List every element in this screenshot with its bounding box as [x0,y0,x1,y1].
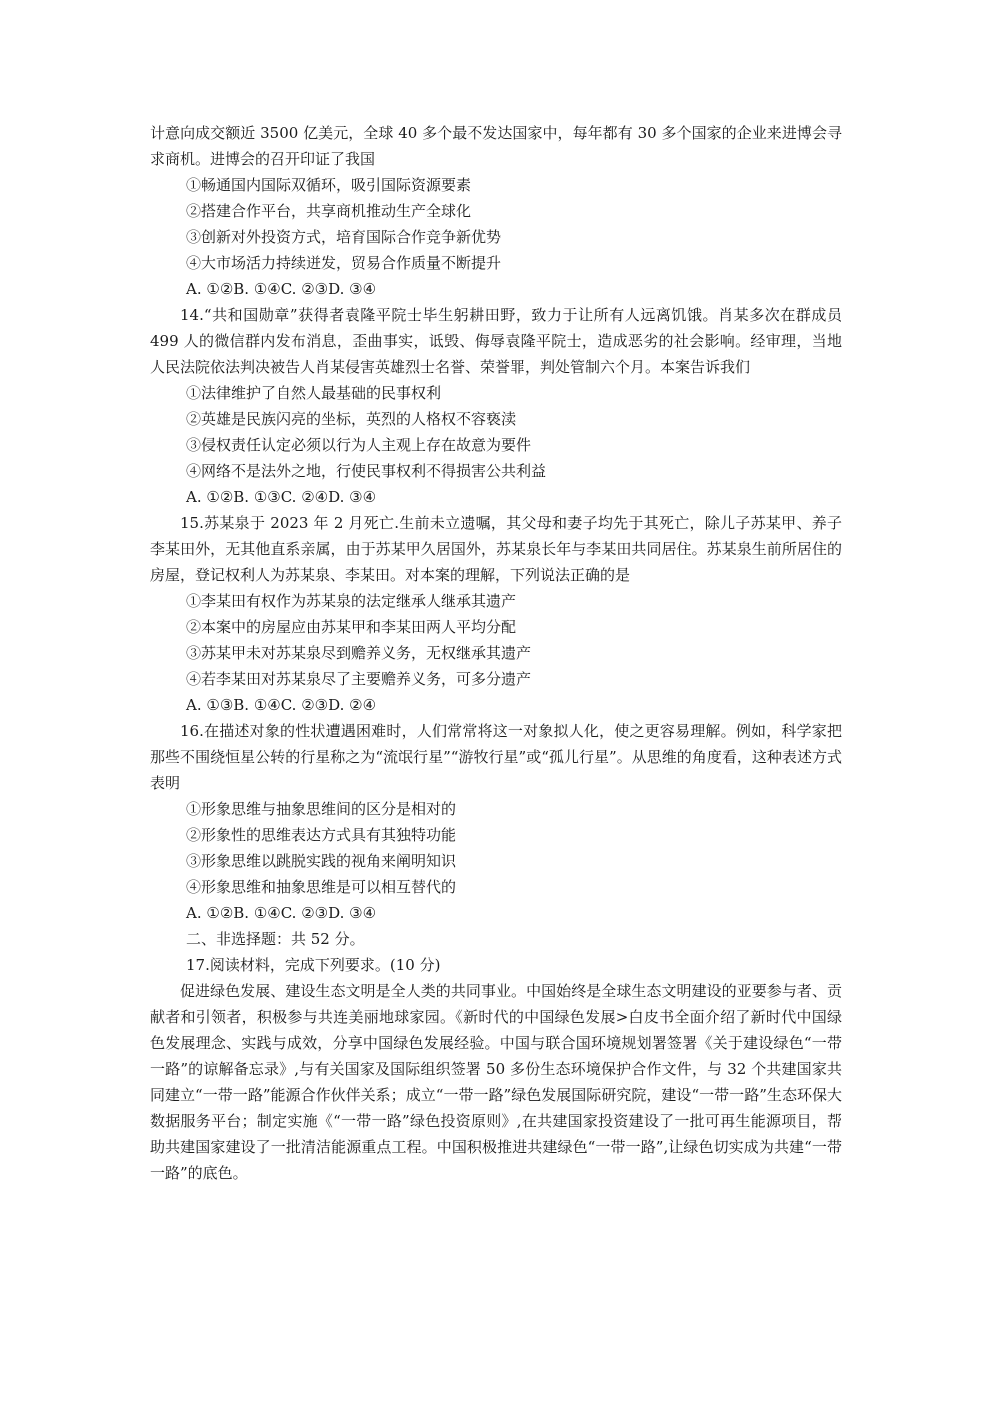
q15-option-4: ④若李某田对苏某泉尽了主要赡养义务，可多分遗产 [186,670,532,688]
q16-option-1: ①形象思维与抽象思维间的区分是相对的 [186,800,457,818]
q14-text: 14.“共和国勋章”获得者袁隆平院士毕生躬耕田野，致力于让所有人远离饥饿。肖某多次在群成员 499 人的微信群内发布消息，歪曲事实，诋毁、侮辱袁隆平院士，造成恶劣的社会影响。经审理，当地人民法院依法判决被告人肖某侵害英雄烈士名誉、荣誉罪，判处管制六个月。本案告诉我们 [150,306,842,376]
q13-text: 计意向成交额近 3500 亿美元，全球 40 多个最不发达国家中，每年都有 30 多个国家的企业来进博会寻求商机。进博会的召开印证了我国 [150,124,842,168]
q14-option-1: ①法律维护了自然人最基础的民事权利 [186,384,442,402]
q13-option-1: ①畅通国内国际双循环，吸引国际资源要素 [186,176,472,194]
document-page [150,120,842,1186]
q15-option-2: ②本案中的房屋应由苏某甲和李某田两人平均分配 [186,618,517,636]
q17-title: 17.阅读材料，完成下列要求。(10 分) [186,956,441,974]
q16-option-2: ②形象性的思维表达方式具有其独特功能 [186,826,457,844]
q14-option-4: ④网络不是法外之地，行使民事权利不得损害公共利益 [186,462,547,480]
q14-option-3: ③侵权责任认定必须以行为人主观上存在故意为要件 [186,436,532,454]
q14-option-2: ②英雄是民族闪亮的坐标，英烈的人格权不容亵渎 [186,410,517,428]
q14-answers: A. ①②B. ①③C. ②④D. ③④ [186,488,377,506]
q17-material: 促进绿色发展、建设生态文明是全人类的共同事业。中国始终是全球生态文明建设的亚要参与者、贡献者和引领者，积极参与共连美丽地球家园。《新时代的中国绿色发展>白皮书全面介绍了新时代中国绿色发展理念、实践与成效，分享中国绿色发展经验。中国与联合国环境规划署签署《关于建设绿色“一带一路”的谅解备忘录》,与有关国家及国际组织签署 50 多份生态环境保护合作文件，与 32 个共建国家共同建立“一带一路”能源合作伙伴关系；成立“一带一路”绿色发展国际研究院，建设“一带一路”生态环保大数据服务平台；制定实施《“一带一路”绿色投资原则》,在共建国家投资建设了一批可再生能源项目，帮助共建国家建设了一批清洁能源重点工程。中国积极推进共建绿色“一带一路”,让绿色切实成为共建“一带一路”的底色。 [150,982,842,1182]
q13-option-3: ③创新对外投资方式，培育国际合作竞争新优势 [186,228,502,246]
q16-option-3: ③形象思维以跳脱实践的视角来阐明知识 [186,852,457,870]
q15-answers: A. ①③B. ①④C. ②③D. ②④ [186,696,377,714]
section-heading: 二、非选择题：共 52 分。 [186,930,365,948]
q16-option-4: ④形象思维和抽象思维是可以相互替代的 [186,878,457,896]
q15-option-1: ①李某田有权作为苏某泉的法定继承人继承其遗产 [186,592,517,610]
q16-answers: A. ①②B. ①④C. ②③D. ③④ [186,904,377,922]
q15-option-3: ③苏某甲未对苏某泉尽到赡养义务，无权继承其遗产 [186,644,532,662]
q13-option-2: ②搭建合作平台，共享商机推动生产全球化 [186,202,472,220]
q13-answers: A. ①②B. ①④C. ②③D. ③④ [186,280,377,298]
q15-text: 15.苏某泉于 2023 年 2 月死亡.生前未立遗嘱，其父母和妻子均先于其死亡，除儿子苏某甲、养子李某田外，无其他直系亲属，由于苏某甲久居国外，苏某泉长年与李某田共同居住。苏某泉生前所居住的房屋，登记权利人为苏某泉、李某田。对本案的理解，下列说法正确的是 [150,514,842,584]
q16-text: 16.在描述对象的性状遭遇困难时，人们常常将这一对象拟人化，使之更容易理解。例如，科学家把那些不围绕恒星公转的行星称之为“流氓行星”“游牧行星”或“孤儿行星”。从思维的角度看，这种表述方式表明 [150,722,842,792]
q13-option-4: ④大市场活力持续迸发，贸易合作质量不断提升 [186,254,502,272]
